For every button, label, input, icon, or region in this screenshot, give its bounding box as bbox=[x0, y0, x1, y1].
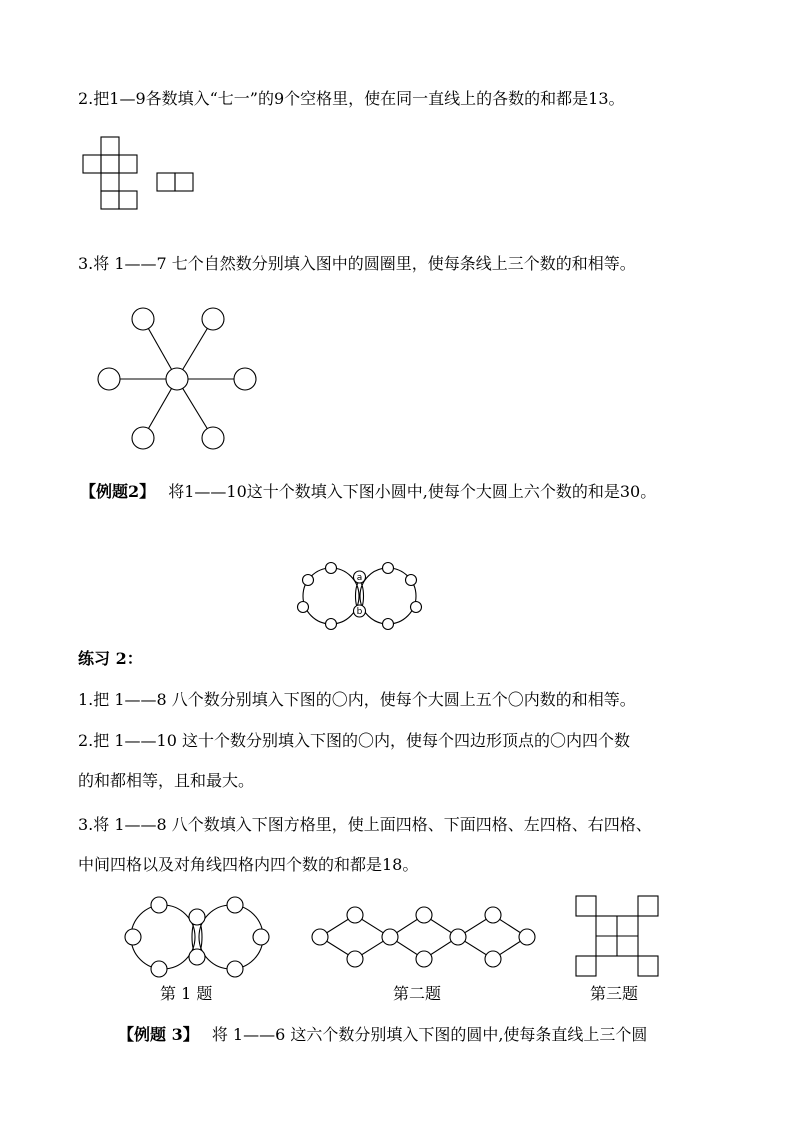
practice-heading: 练习 2： bbox=[78, 649, 143, 668]
circle-bottom-left bbox=[132, 427, 154, 449]
qi-grid bbox=[83, 137, 137, 209]
star-circles-figure bbox=[95, 305, 265, 455]
circle-top-left bbox=[132, 308, 154, 330]
practice-q3-line1: 3.将 1——8 八个数填入下图方格里，使上面四格、下面四格、左四格、右四格、 bbox=[78, 815, 652, 834]
circle-center bbox=[166, 368, 188, 390]
problem-2-text: 2.把1—9各数填入“七一”的9个空格里，使在同一直线上的各数的和都是13。 bbox=[78, 89, 625, 108]
circle-left bbox=[98, 368, 120, 390]
example-2-text: 将1——10这十个数填入下图小圆中,使每个大圆上六个数的和是30。 bbox=[168, 482, 657, 501]
circle-right bbox=[234, 368, 256, 390]
caption-figure-1: 第 1 题 bbox=[160, 984, 213, 1003]
qiyi-grid-figure bbox=[80, 135, 200, 215]
practice-q1: 1.把 1——8 八个数分别填入下图的〇内，使每个大圆上五个〇内数的和相等。 bbox=[78, 690, 636, 709]
two-rings-figure bbox=[295, 560, 430, 635]
practice-q2-line2: 的和都相等，且和最大。 bbox=[78, 771, 255, 790]
practice-q3-line2: 中间四格以及对角线四格内四个数的和都是18。 bbox=[78, 855, 419, 874]
example-3-tag: 【例题 3】 bbox=[118, 1025, 199, 1044]
circle-top-right bbox=[202, 308, 224, 330]
problem-3-text: 3.将 1——7 七个自然数分别填入图中的圆圈里，使每条线上三个数的和相等。 bbox=[78, 254, 636, 273]
label-a: a bbox=[356, 573, 363, 583]
yi-grid bbox=[157, 173, 193, 191]
example-2-tag: 【例题2】 bbox=[80, 482, 156, 501]
example-3-line bbox=[118, 1024, 647, 1046]
example-3-text: 将 1——6 这六个数分别填入下图的圆中,使每条直线上三个圆 bbox=[211, 1025, 648, 1044]
label-b: b bbox=[356, 607, 363, 617]
caption-figure-2: 第二题 bbox=[393, 984, 442, 1003]
practice-q2-line1: 2.把 1——10 这十个数分别填入下图的〇内，使每个四边形顶点的〇内四个数 bbox=[78, 731, 630, 750]
figure-1-rings bbox=[125, 895, 270, 985]
caption-figure-3: 第三题 bbox=[590, 984, 639, 1003]
circle-bottom-right bbox=[202, 427, 224, 449]
example-2-line bbox=[80, 481, 656, 503]
figure-3-grid bbox=[572, 893, 664, 981]
figure-2-diamonds bbox=[310, 905, 535, 970]
